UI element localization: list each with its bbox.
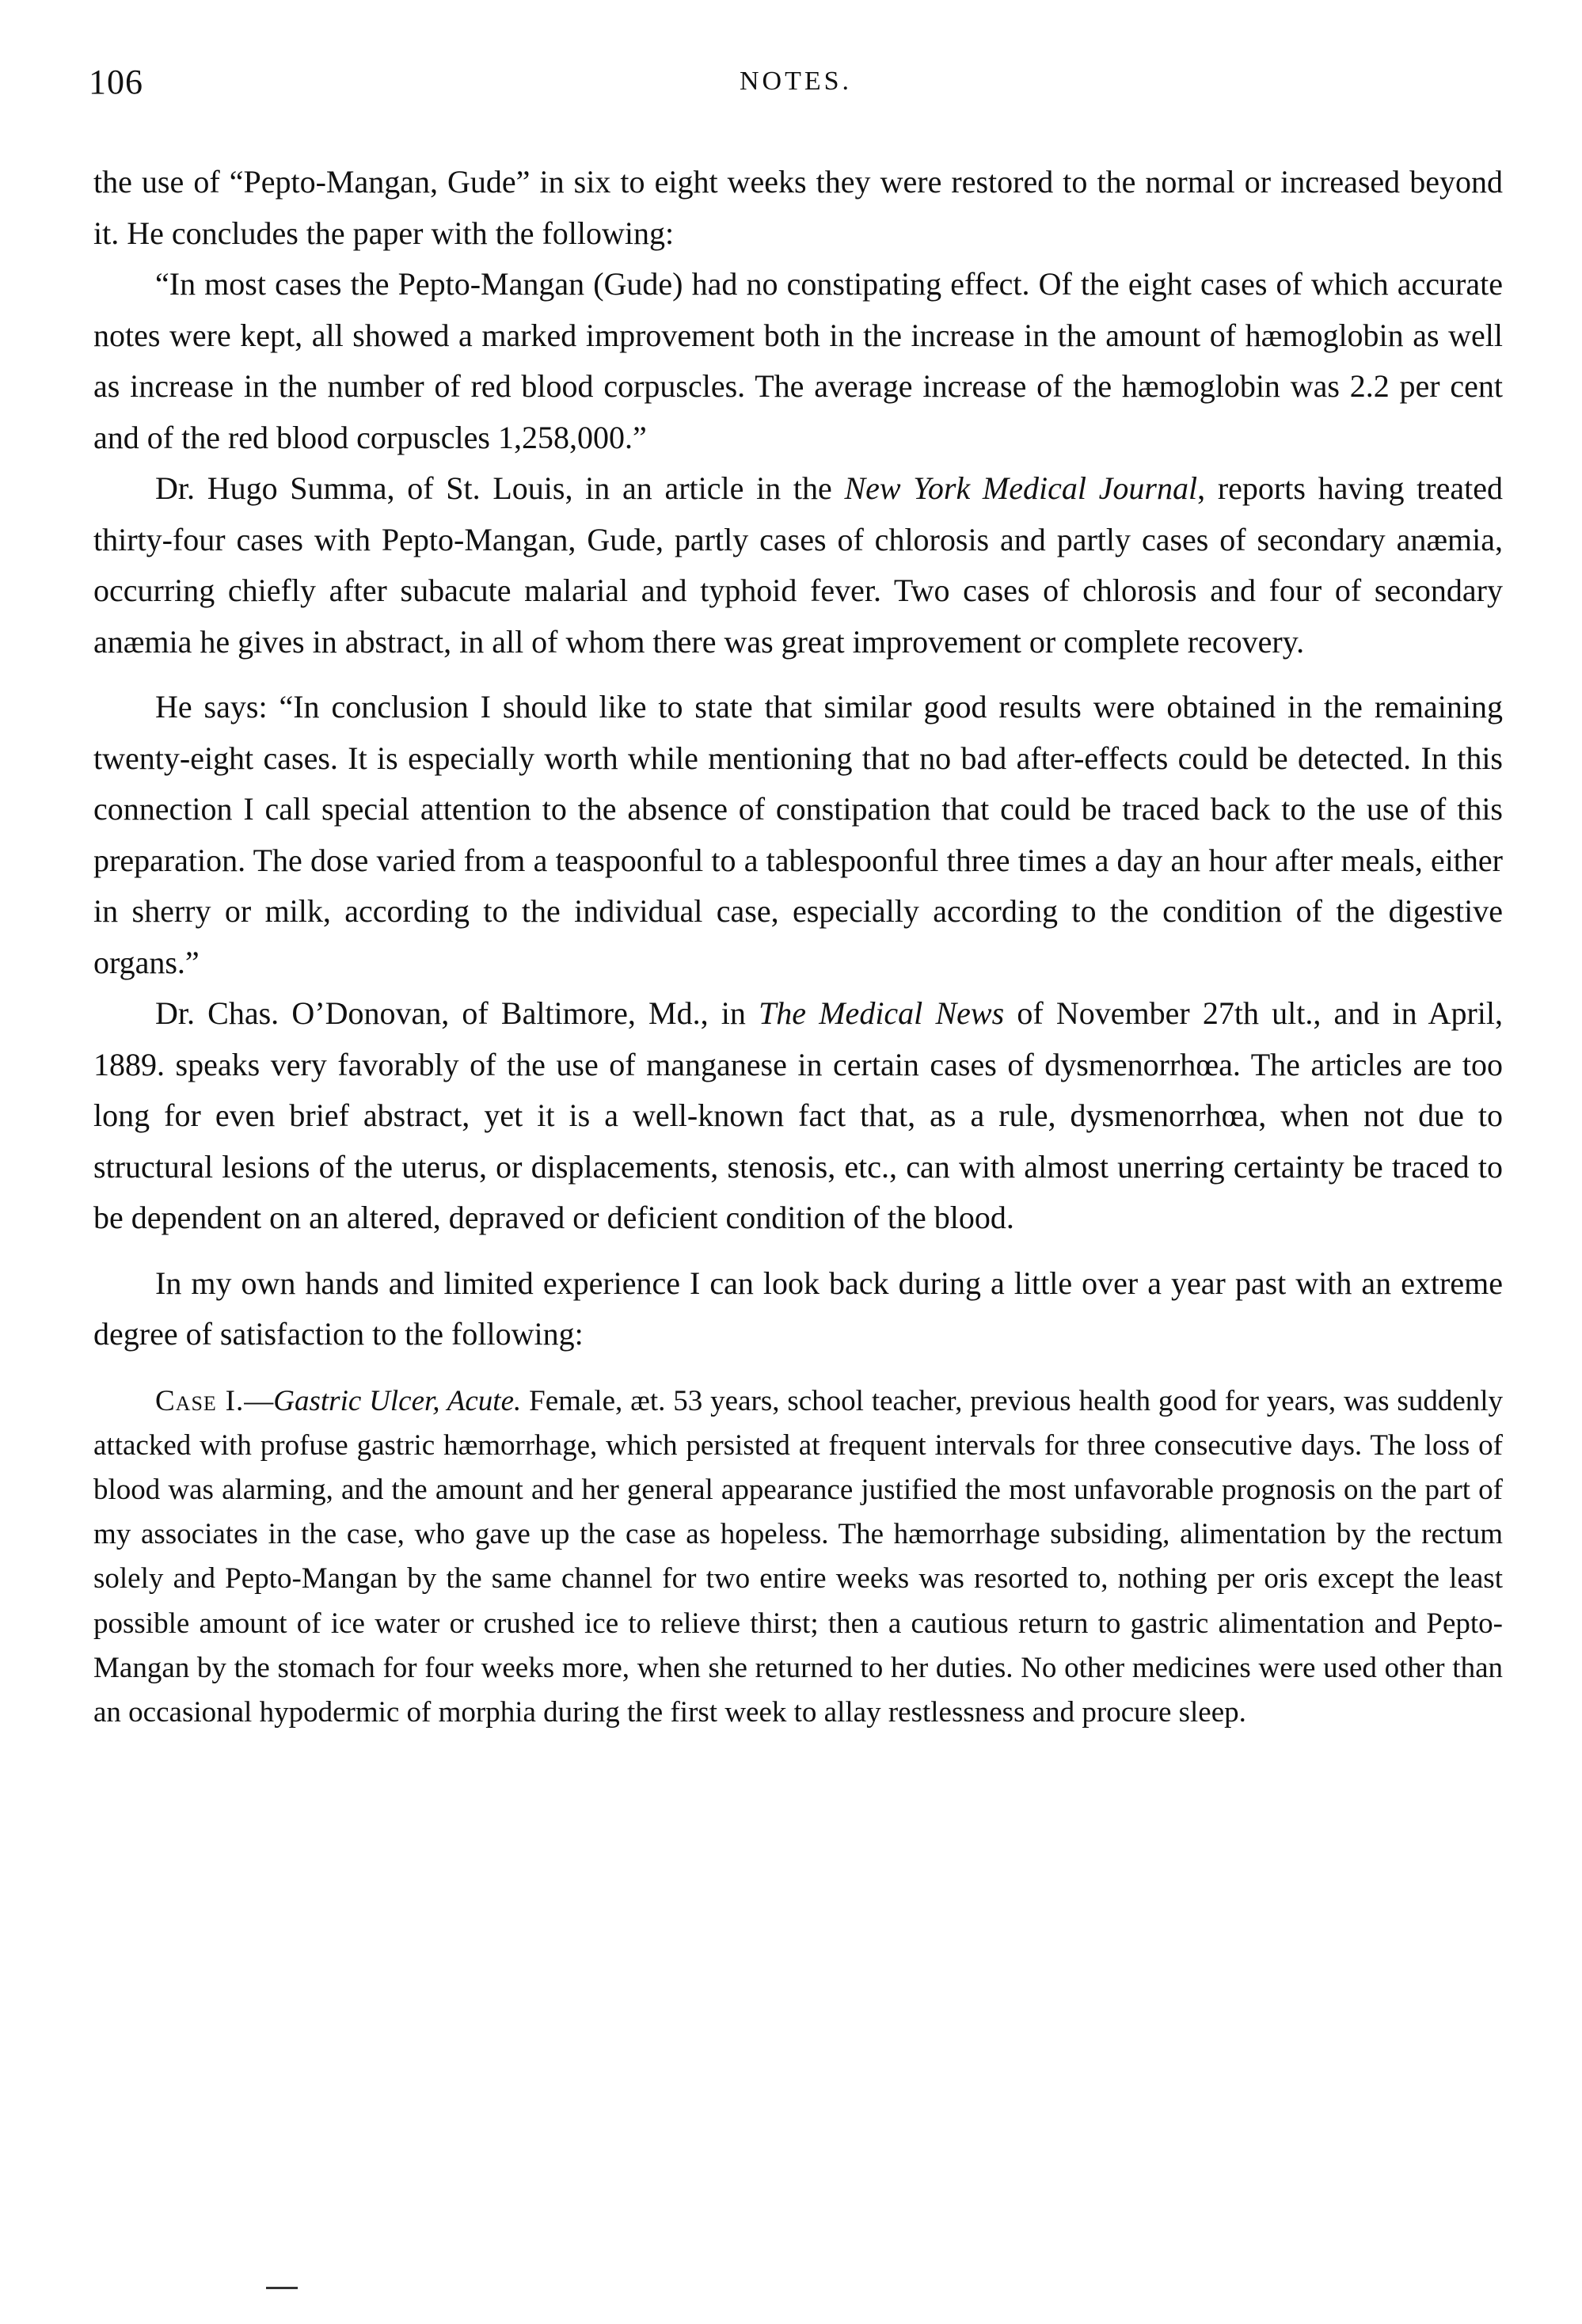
odonovan-paragraph xyxy=(93,988,1503,1244)
paragraph-continuation: the use of “Pepto-Mangan, Gude” in six to eight weeks they were restored to the normal or increased beyond it. He concludes the paper with the following: xyxy=(93,164,1503,251)
case-text: Female, æt. 53 years, school teacher, previous health good for years, was suddenly attacked with profuse gastric hæmorrhage, which persisted at frequent intervals for three consecutive days. The loss of blood was alarming, and the amount and her general appearance justified the most unfavorable prognosis on the part of my associates in the case, who gave up the case as hopeless. The hæmorrhage subsiding, alimentation by the rectum solely and Pepto-Mangan by the same channel for two entire weeks was resorted to, nothing per oris except the least possible amount of ice water or crushed ice to relieve thirst; then a cautious return to gastric alimentation and Pepto-Mangan by the stomach for four weeks more, when she returned to her duties. No other medicines were used other than an occasional hypodermic of morphia during the first week to allay restlessness and procure sleep. xyxy=(93,1384,1504,1729)
quotation-paragraph: “In most cases the Pepto-Mangan (Gude) had no constipating effect. Of the eight cases of which accurate notes were kept, all showed a marked improvement both in the increase in the amount of hæmoglobin as well as increase in the number of red blood corpuscles. The average increase of the hæmoglobin was 2.2 per cent and of the red blood corpuscles 1,258,000.” xyxy=(93,266,1503,455)
bottom-mark xyxy=(266,2287,298,2289)
page-number: 106 xyxy=(89,63,143,101)
summa-text-start: Dr. Hugo Summa, of St. Louis, in an article in the xyxy=(155,470,845,506)
summa-text-end: , reports having treated thirty-four cases with Pepto-Mangan, Gude, partly cases of chlorosis and partly cases of secondary anæmia, occurring chiefly after subacute malarial and typhoid fever. Two cases of chlorosis and four of secondary anæmia he gives in abstract, in all of whom there was great improvement or complete recovery. xyxy=(93,470,1503,660)
case-dash: — xyxy=(244,1384,274,1417)
case-title: Gastric Ulcer, Acute. xyxy=(273,1384,522,1417)
running-title: NOTES. xyxy=(739,67,853,96)
case-report xyxy=(93,1379,1503,1736)
journal-title: New York Medical Journal xyxy=(844,470,1198,506)
case-paragraph xyxy=(93,1379,1503,1736)
summa-quotation-paragraph: He says: “In conclusion I should like to state that similar good results were obtained in the remaining twenty-eight cases. It is especially worth while mentioning that no bad after-effects could be detected. In this connection I call special attention to the absence of constipation that could be traced back to the use of this preparation. The dose varied from a teaspoonful to a tablespoonful three times a day an hour after meals, either in sherry or milk, according to the individual case, especially according to the condition of the digestive organs.” xyxy=(93,689,1503,980)
page-header xyxy=(71,62,1520,117)
odonovan-text-start: Dr. Chas. O’Donovan, of Baltimore, Md., in xyxy=(155,995,759,1031)
main-text xyxy=(93,157,1503,1360)
summa-paragraph xyxy=(93,463,1503,668)
odonovan-text-end: of November 27th ult., and in April, 1889. speaks very favorably of the use of manganese in certain cases of dysmenorrhœa. The articles are too long for even brief abstract, yet it is a well-known fact that, as a rule, dysmenorrhœa, when not due to structural lesions of the uterus, or displacements, stenosis, etc., can with almost unerring certainty be traced to be dependent on an altered, depraved or deficient condition of the blood. xyxy=(93,995,1503,1235)
experience-paragraph: In my own hands and limited experience I can look back during a little over a year past with an extreme degree of satisfaction to the following: xyxy=(93,1265,1503,1352)
journal-title: The Medical News xyxy=(759,995,1005,1031)
case-label: Case I. xyxy=(155,1384,245,1417)
body-text xyxy=(93,157,1503,1735)
